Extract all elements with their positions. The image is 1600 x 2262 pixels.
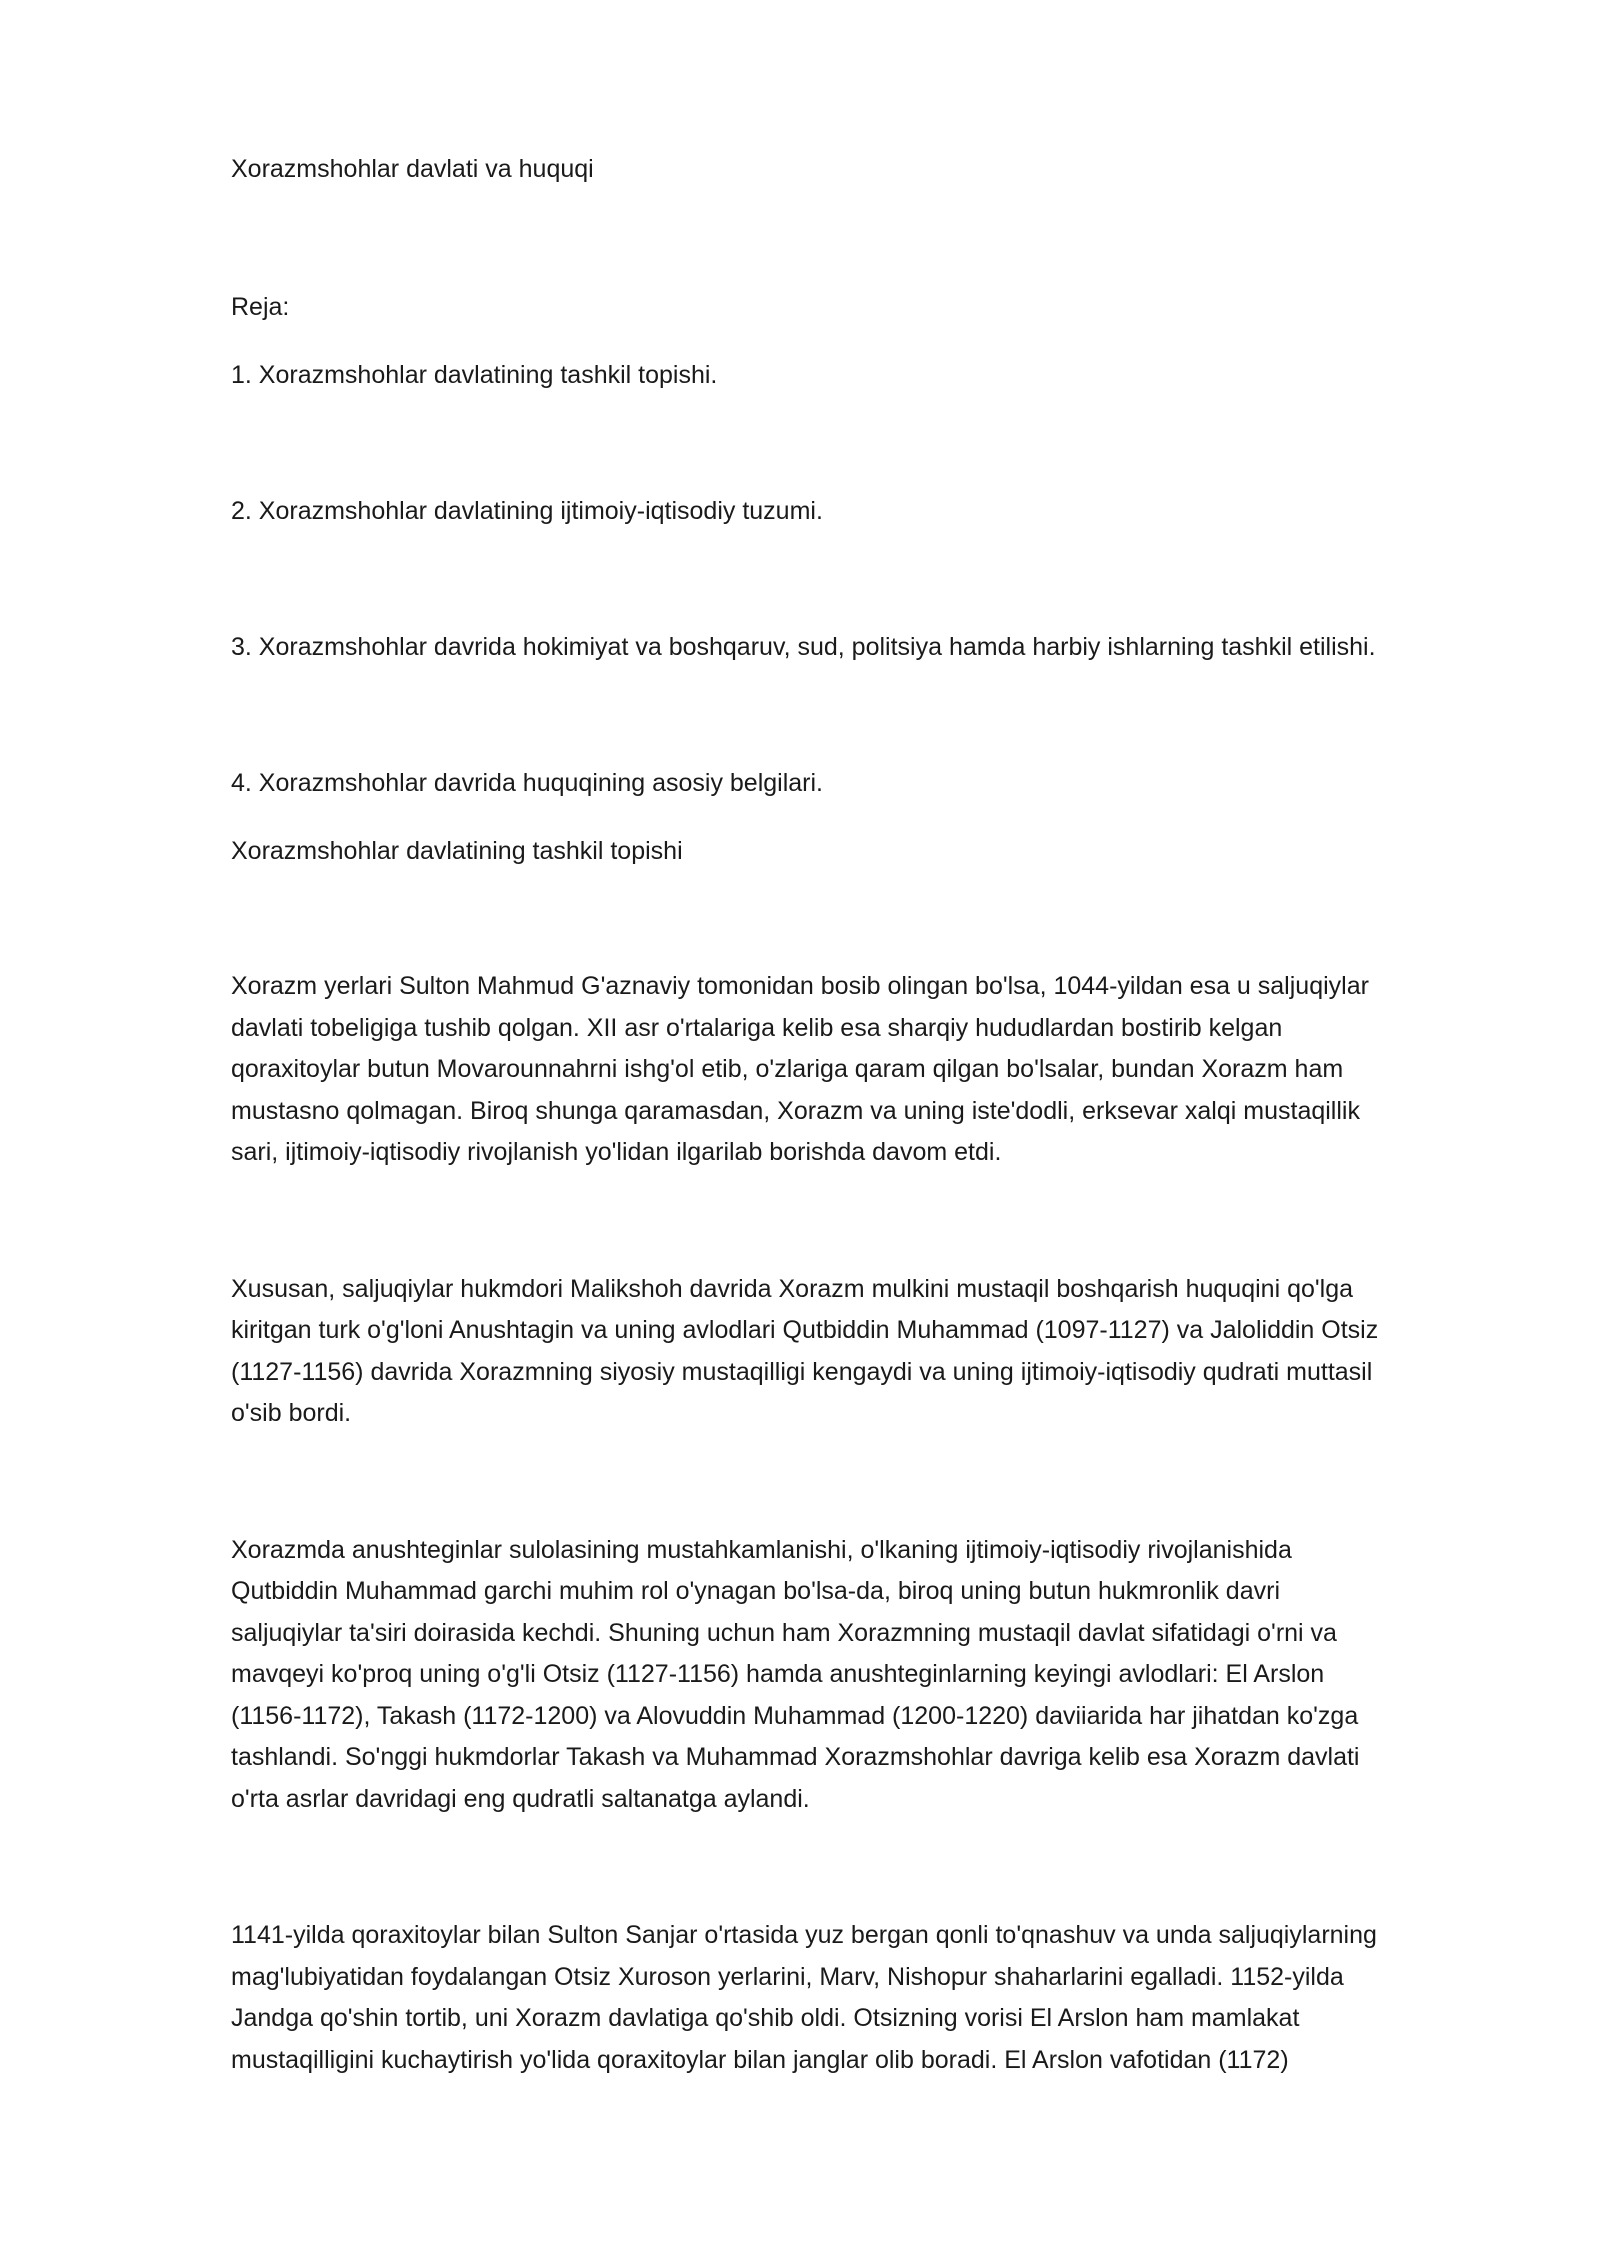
paragraph-line: o'sib bordi. bbox=[231, 1399, 352, 1427]
paragraph-line: davlati tobeligiga tushib qolgan. XII asr o'rtalariga kelib esa sharqiy hududlardan bostirib kelgan bbox=[231, 1013, 1283, 1042]
plan-item-2: 2. Xorazmshohlar davlatining ijtimoiy-iqtisodiy tuzumi. bbox=[231, 497, 823, 525]
paragraph-line: Jandga qo'shin tortib, uni Xorazm davlatiga qo'shib oldi. Otsizning vorisi El Arslon ham mamlakat bbox=[231, 2004, 1300, 2032]
paragraph-1 bbox=[231, 966, 1531, 1174]
paragraph-line: (1127-1156) davrida Xorazmning siyosiy mustaqilligi kengaydi va uning ijtimoiy-iqtisodiy qudrati muttasil bbox=[231, 1357, 1373, 1386]
paragraph-2 bbox=[231, 1269, 1531, 1435]
plan-item-4: 4. Xorazmshohlar davrida huquqining asosiy belgilari. bbox=[231, 769, 824, 797]
paragraph-line: mag'lubiyatidan foydalangan Otsiz Xuroson yerlarini, Marv, Nishopur shaharlarini egalladi. 1152-yilda bbox=[231, 1962, 1344, 1991]
paragraph-line: o'rta asrlar davridagi eng qudratli saltanatga aylandi. bbox=[231, 1784, 810, 1813]
paragraph-line: Xorazm yerlari Sulton Mahmud G'aznaviy tomonidan bosib olingan bo'lsa, 1044-yildan esa u saljuqiylar bbox=[231, 972, 1369, 1000]
paragraph-line: mustasno qolmagan. Biroq shunga qaramasdan, Xorazm va uning iste'dodli, erksevar xalqi mustaqillik bbox=[231, 1096, 1360, 1125]
document-title: Xorazmshohlar davlati va huquqi bbox=[231, 155, 594, 183]
paragraph-line: qoraxitoylar butun Movarounnahrni ishg'ol etib, o'zlariga qaram qilgan bo'lsalar, bundan Xorazm ham bbox=[231, 1055, 1344, 1083]
paragraph-line: Xorazmda anushteginlar sulolasining mustahkamlanishi, o'lkaning ijtimoiy-iqtisodiy rivojlanishida bbox=[231, 1535, 1292, 1564]
plan-item-3: 3. Xorazmshohlar davrida hokimiyat va boshqaruv, sud, politsiya hamda harbiy ishlarning tashkil etilishi. bbox=[231, 633, 1376, 661]
plan-item-1: 1. Xorazmshohlar davlatining tashkil topishi. bbox=[231, 361, 718, 389]
paragraph-line: saljuqiylar ta'siri doirasida kechdi. Shuning uchun ham Xorazmning mustaqil davlat sifatidagi o'rni va bbox=[231, 1618, 1337, 1647]
paragraph-line: kiritgan turk o'g'loni Anushtagin va uning avlodlari Qutbiddin Muhammad (1097-1127) va Jaloliddin Otsiz bbox=[231, 1316, 1379, 1344]
paragraph-line: 1141-yilda qoraxitoylar bilan Sulton Sanjar o'rtasida yuz bergan qonli to'qnashuv va unda saljuqiylarning bbox=[231, 1921, 1377, 1949]
paragraph-line: mavqeyi ko'proq uning o'g'li Otsiz (1127-1156) hamda anushteginlarning keyingi avlodlari: El Arslon bbox=[231, 1660, 1325, 1688]
paragraph-line: Qutbiddin Muhammad garchi muhim rol o'ynagan bo'lsa-da, biroq uning butun hukmronlik davri bbox=[231, 1577, 1280, 1605]
paragraph-4 bbox=[231, 1915, 1531, 2081]
paragraph-line: Xususan, saljuqiylar hukmdori Malikshoh davrida Xorazm mulkini mustaqil boshqarish huquqini qo'lga bbox=[231, 1274, 1354, 1303]
paragraph-line: tashlandi. So'nggi hukmdorlar Takash va Muhammad Xorazmshohlar davriga kelib esa Xorazm davlati bbox=[231, 1743, 1360, 1771]
section-heading: Xorazmshohlar davlatining tashkil topishi bbox=[231, 837, 683, 865]
paragraph-line: sari, ijtimoiy-iqtisodiy rivojlanish yo'lidan ilgarilab borishda davom etdi. bbox=[231, 1138, 1002, 1166]
paragraph-line: mustaqilligini kuchaytirish yo'lida qoraxitoylar bilan janglar olib boradi. El Arslon vafotidan (1172) bbox=[231, 2045, 1289, 2074]
paragraph-line: (1156-1172), Takash (1172-1200) va Alovuddin Muhammad (1200-1220) daviiarida har jihatdan ko'zga bbox=[231, 1701, 1359, 1730]
plan-label: Reja: bbox=[231, 293, 290, 321]
document-body bbox=[231, 150, 1531, 2081]
paragraph-3 bbox=[231, 1530, 1531, 1821]
